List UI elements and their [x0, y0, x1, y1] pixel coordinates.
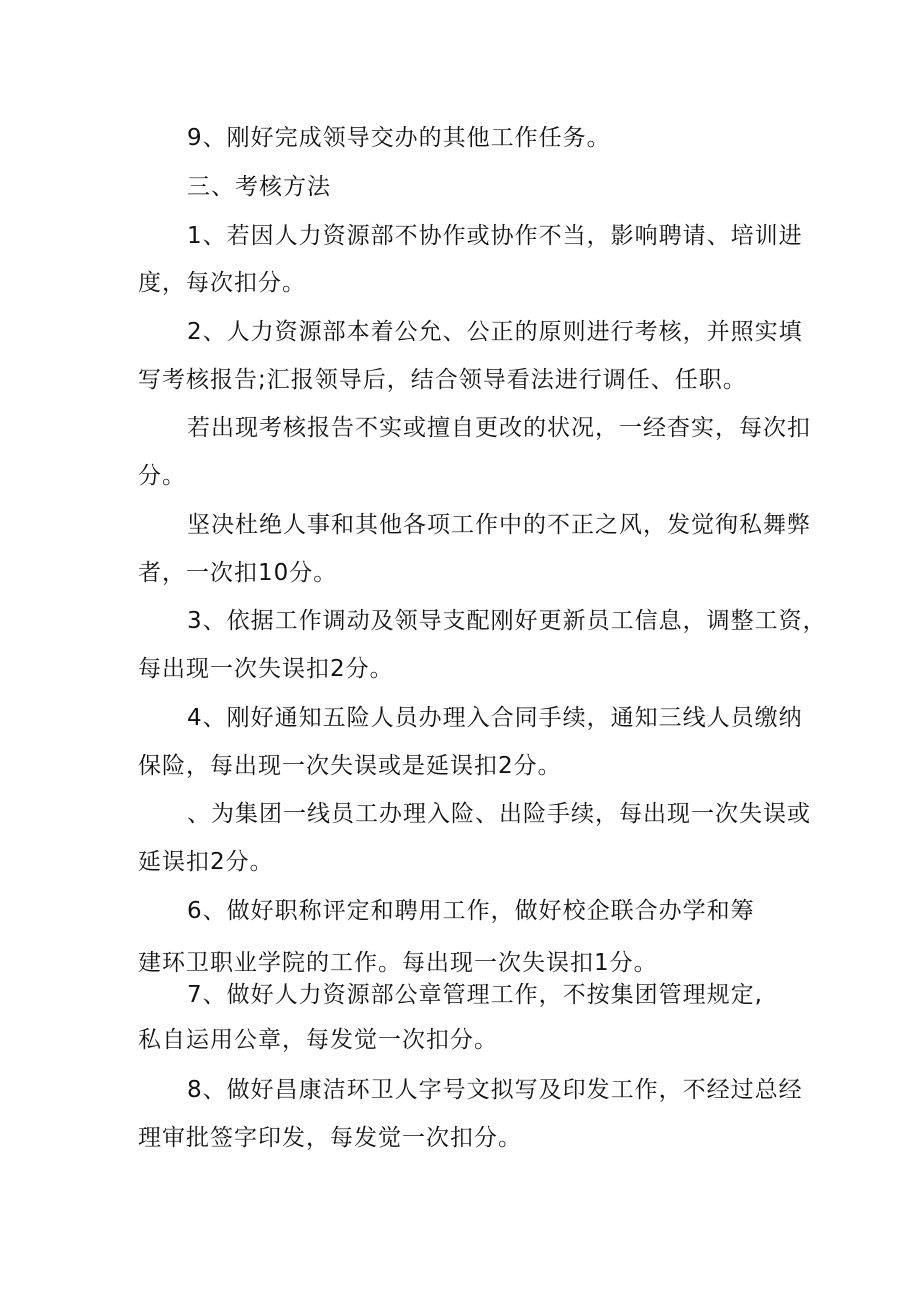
paragraph-8-line-2: 理审批签字印发，每发觉一次扣分。 — [138, 1125, 522, 1151]
paragraph-8-line-1: 8、做好昌康洁环卫人字号文拟写及印发工作，不经过总经 — [187, 1077, 803, 1103]
section-heading-assessment-method: 三、考核方法 — [187, 174, 331, 200]
paragraph-6-line-2: 建环卫职业学院的工作。每出现一次失误扣1分。 — [138, 950, 658, 976]
paragraph-2-line-1: 2、人力资源部本着公允、公正的原则进行考核，并照实填 — [187, 319, 803, 345]
paragraph-1-line-2: 度，每次扣分。 — [138, 270, 306, 296]
paragraph-6-line-1: 6、做好职称评定和聘用工作，做好校企联合办学和筹 — [187, 898, 755, 924]
paragraph-4-line-1: 4、刚好通知五险人员办理入合同手续，通知三线人员缴纳 — [187, 705, 803, 731]
paragraph-1-line-1: 1、若因人力资源部不协作或协作不当，影响聘请、培训进 — [187, 223, 803, 249]
paragraph-3-line-1: 3、依据工作调动及领导支配刚好更新员工信息，调整工资， — [187, 608, 827, 634]
paragraph-item-9: 9、刚好完成领导交办的其他工作任务。 — [187, 125, 611, 151]
paragraph-misconduct-line-1: 坚决杜绝人事和其他各项工作中的不正之风，发觉徇私舞弊 — [187, 512, 811, 538]
paragraph-3-line-2: 每出现一次失误扣2分。 — [138, 656, 394, 682]
paragraph-5-line-1: 、为集团一线员工办理入险、出险手续，每出现一次失误或 — [187, 801, 811, 827]
paragraph-false-report-line-2: 分。 — [138, 463, 186, 489]
paragraph-7-line-1: 7、做好人力资源部公章管理工作，不按集团管理规定, — [187, 982, 763, 1008]
paragraph-misconduct-line-2: 者，一次扣10分。 — [138, 560, 338, 586]
paragraph-5-line-2: 延误扣2分。 — [138, 849, 274, 875]
paragraph-4-line-2: 保险，每出现一次失误或是延误扣2分。 — [138, 753, 562, 779]
paragraph-7-line-2: 私自运用公章，每发觉一次扣分。 — [138, 1027, 498, 1053]
paragraph-2-line-2: 写考核报告;汇报领导后，结合领导看法进行调任、任职。 — [138, 367, 747, 393]
paragraph-false-report-line-1: 若出现考核报告不实或擅自更改的状况，一经杳实，每次扣 — [187, 415, 811, 441]
